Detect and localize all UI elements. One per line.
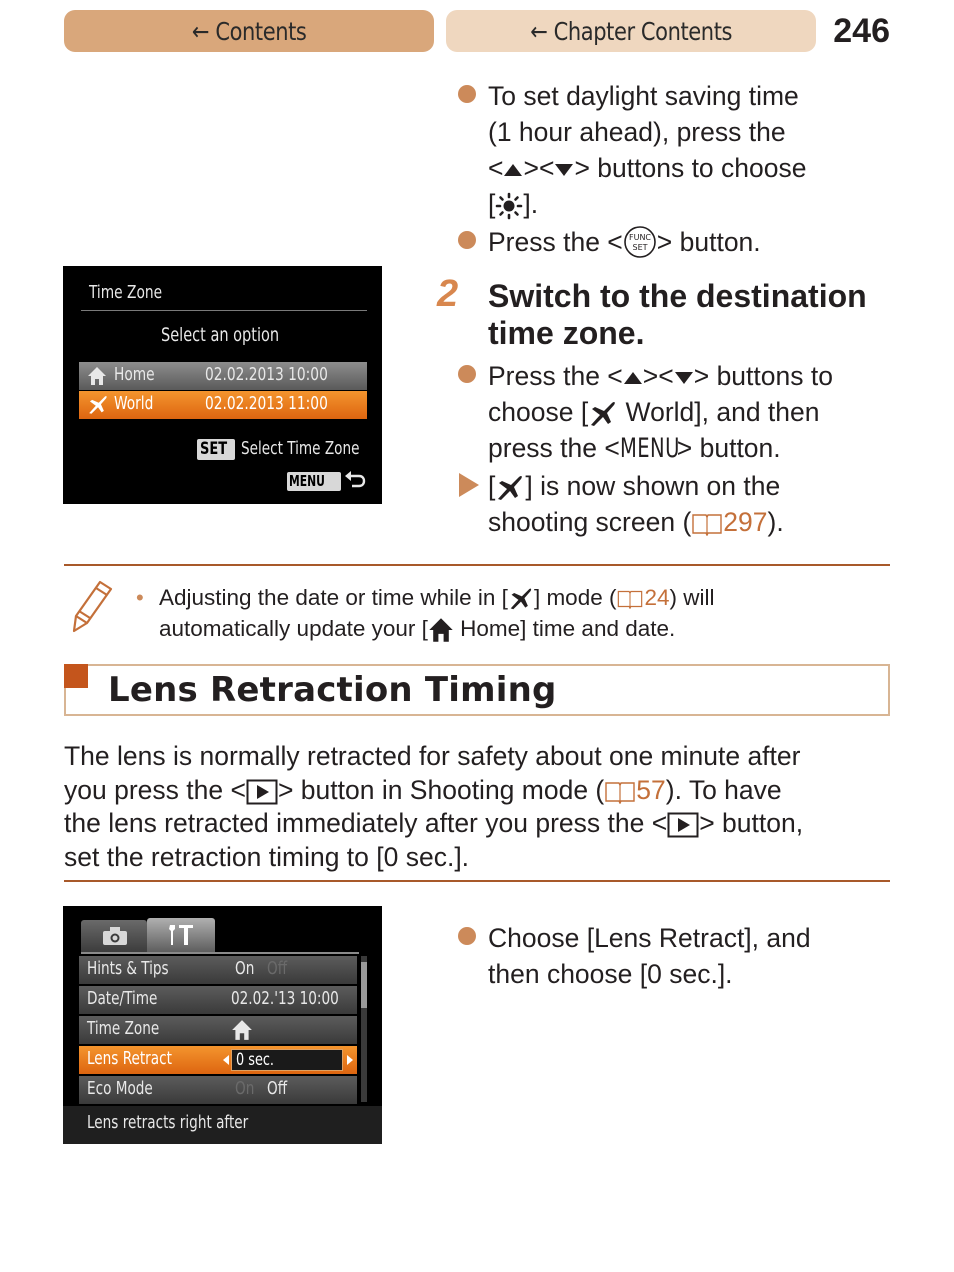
dst-line-2: (1 hour ahead), press the [488,117,786,147]
func-instruction: Press the < FUNC SET > button. [488,227,761,257]
up-arrow-icon [503,163,523,177]
tz-world-row[interactable]: World 02.02.2013 11:00 [79,391,367,419]
wrench-settings-icon [166,923,198,947]
tab-setup[interactable] [147,918,215,952]
section-marker-square [64,664,88,688]
airplane-icon [588,400,618,428]
result-arrow-icon [459,473,479,497]
result-text: [ ] is now shown on the shooting screen ( 297). [488,471,784,537]
airplane-icon [508,587,534,611]
contents-nav-button[interactable] [64,10,434,52]
menu-badge: MENU [287,472,341,491]
divider-line [64,880,890,882]
contents-nav-label: ← Contents [191,16,307,46]
menu-row-value: On [235,958,255,979]
menu-row[interactable] [79,986,357,1014]
world-instruction: Press the < >< > buttons to choose [ World], and then press the <MENU> button. [488,358,833,467]
airplane-icon [495,474,525,502]
menu-row-label: Hints & Tips [87,958,169,979]
page-number: 246 [833,12,890,50]
menu-row-value: 02.02.'13 10:00 [231,988,339,1009]
up-arrow-icon [623,371,643,385]
chapter-contents-nav-label: ← Chapter Contents [530,16,732,46]
time-zone-camera-screen [63,266,382,504]
menu-row-value: Off [267,1078,288,1099]
camera-icon [102,926,128,946]
playback-button-icon [246,779,278,805]
tab-shooting[interactable] [81,920,147,952]
playback-button-icon [667,812,699,838]
book-ref-icon [691,512,723,536]
home-icon [87,366,107,386]
return-arrow-icon [343,470,367,492]
body-paragraph: The lens is normally retracted for safety about one minute after you press the < > button in Shooting mode ( 57). To have the lens retracted immediately after you press the < > button, set the retraction timing to [0 sec.]. [64,741,804,872]
page-ref-link[interactable]: 57 [636,774,666,805]
pencil-note-icon [70,578,116,634]
left-arrow-icon[interactable] [223,1055,229,1065]
tz-screen-subtitle: Select an option [161,324,280,346]
dst-line-3: < >< > buttons to choose [488,153,807,183]
home-icon [231,1019,253,1041]
note-bullet-icon: • [136,585,144,610]
step-title: Switch to the destination time zone. [488,278,867,351]
bullet-dot-icon [458,85,476,103]
page-ref-link[interactable]: 24 [644,585,670,610]
set-badge: SET [197,439,235,460]
tab-underline [81,952,359,954]
bullet-dot-icon [458,927,476,945]
daylight-saving-sun-icon [495,192,523,220]
settings-menu-camera-screen [63,906,382,1144]
dst-line-4: [ ]. [488,189,539,219]
menu-row[interactable] [79,1016,357,1044]
tz-home-row[interactable]: Home 02.02.2013 10:00 [79,362,367,390]
menu-row-label: Eco Mode [87,1078,153,1099]
bullet-dot-icon [458,365,476,383]
menu-button-glyph: MENU [619,433,680,464]
menu-row[interactable] [79,1046,357,1074]
book-ref-icon [616,589,644,609]
page-ref-link[interactable]: 297 [723,507,768,537]
section-title: Lens Retraction Timing [108,670,557,710]
svg-text:FUNC: FUNC [628,233,651,242]
menu-row[interactable]: Eco Mode On Off [79,1076,357,1104]
tz-screen-title: Time Zone [89,282,163,303]
book-ref-icon [604,780,636,804]
airplane-icon [87,394,109,416]
down-arrow-icon [554,163,574,177]
menu-row[interactable]: Hints & Tips On Off [79,956,357,984]
down-arrow-icon [674,371,694,385]
home-icon [428,617,454,643]
scrollbar-thumb[interactable] [361,962,367,1008]
chapter-contents-nav-button[interactable] [446,10,816,52]
menu-row-label: Lens Retract [87,1048,172,1069]
dst-line-1: To set daylight saving time [488,81,799,111]
dst-instruction [488,78,806,222]
bullet-dot-icon [458,231,476,249]
lens-retract-instruction: Choose [Lens Retract], and then choose [0 sec.]. [488,923,811,989]
func-set-button-icon [623,225,657,259]
menu-row-label: Time Zone [87,1018,160,1039]
svg-text:SET: SET [632,243,648,252]
menu-footer-hint: Lens retracts right after [87,1112,249,1133]
divider-line [64,564,890,566]
step-number: 2 [437,273,459,315]
menu-row-label: Date/Time [87,988,158,1009]
tz-title-divider [81,310,367,311]
right-arrow-icon[interactable] [347,1055,353,1065]
select-time-zone-label: Select Time Zone [241,438,360,459]
note-text: Adjusting the date or time while in [ ] mode ( 24) will automatically update your [ Home] time and date. [159,582,879,644]
lens-retract-value-box[interactable]: 0 sec. [231,1049,343,1071]
